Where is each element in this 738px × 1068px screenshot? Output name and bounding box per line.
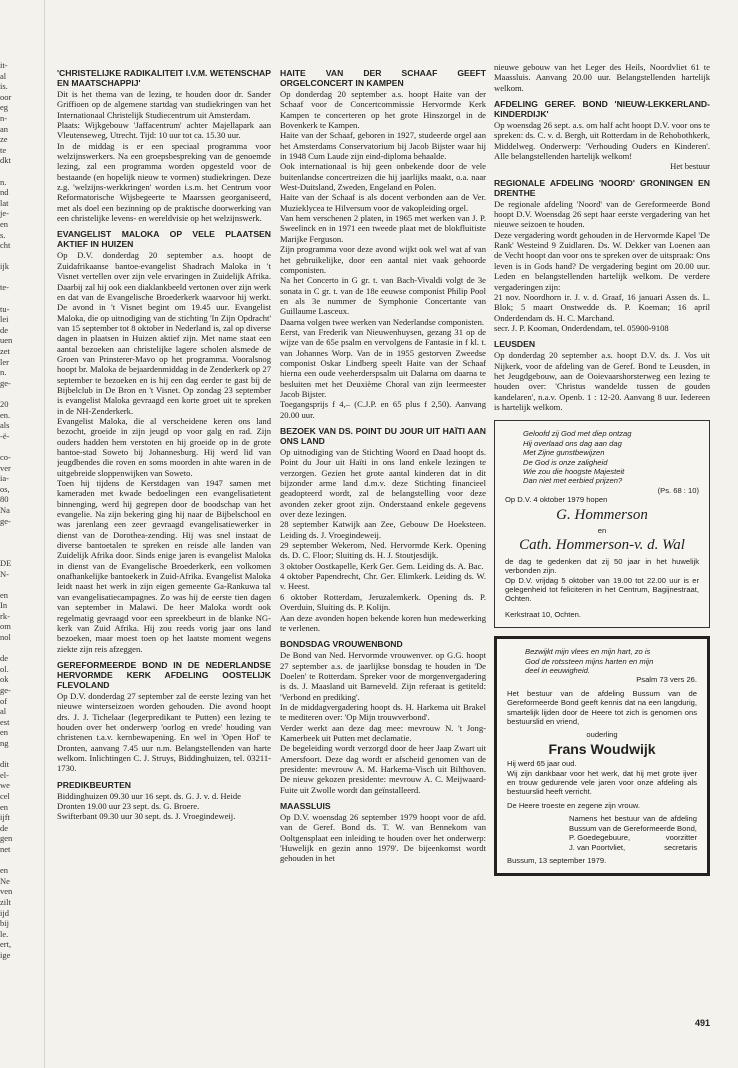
gutter-fragment: en [0, 589, 9, 600]
article-paragraph: 28 september Katwijk aan Zee, Gebouw De Hoeksteen. Leiding ds. J. Vroegindeweij. [280, 519, 486, 540]
obituary-notice [494, 636, 710, 876]
poem-line: deel in eeuwigheid. [525, 666, 591, 675]
article-paragraph: Ook internationaal is hij geen onbekende door de vele buitenlandse concertreizen die hij jaarlijks maakt, o.a. naar West-Duitsland, Zweden, Engeland en Polen. [280, 161, 486, 193]
gutter-fragment: ijft [0, 812, 10, 823]
gutter-fragment: ia- [0, 473, 9, 484]
gutter-fragment: cht [0, 240, 11, 251]
gutter-fragment: os, [0, 483, 10, 494]
gutter-fragment: ver [0, 462, 11, 473]
gutter-fragment: it- [0, 60, 8, 70]
gutter-fragment: rk- [0, 610, 10, 621]
gutter-fragment: Ne [0, 875, 10, 886]
article [494, 339, 710, 412]
article-paragraph: Haite van der Schaaf, geboren in 1927, studeerde orgel aan het Amsterdams Conservatorium bij Jacob Bijster waar hij in 1948 Cum Laude zijn eind-diploma behaalde. [280, 130, 486, 162]
gutter-fragment: lat [0, 197, 9, 208]
gutter-fragment: 80 [0, 494, 9, 505]
article-paragraph: Op woensdag 26 sept. a.s. om half acht hoopt D.V. voor ons te spreken: ds. C. v. d. Bergh, uit Rotterdam in de Rehobothkerk, Middelweg. Onderwerp: 'Verhouding Ouders en Kinderen'. Alle belangstellenden hartelijk welkom! [494, 120, 710, 162]
gutter-fragment [0, 166, 30, 177]
article-paragraph: Daarna volgen twee werken van Nederlandse componisten. [280, 316, 485, 327]
article-heading: 'CHRISTELIJKE RADIKALITEIT I.V.M. WETENSCHAP EN MAATSCHAPPIJ' [57, 68, 271, 88]
gutter-fragment: le. [0, 928, 9, 939]
article-paragraph: Haite van der Schaaf is als docent verbonden aan de Ver. Muzieklycea te Hilversum voor de vakopleiding orgel. [280, 192, 486, 213]
gutter-fragment: Na [0, 504, 10, 515]
column-1 [57, 62, 271, 822]
article-paragraph: Op donderdag 20 september a.s. hoopt Haite van der Schaaf voor de Concertcommissie Hervormde Kerk Kampen te concerteren op het grote Hinszorgel in de Bovenkerk te Kampen. [280, 89, 486, 131]
gutter-fragment: el- [0, 769, 9, 780]
gutter-fragment [0, 441, 30, 452]
gutter-fragment [0, 293, 30, 304]
obituary-poem [507, 647, 697, 675]
article-paragraph: nieuwe gebouw van het Leger des Heils, Noordvliet 61 te Maassluis. Aanvang 20.00 uur. Belangstellenden hartelijk welkom. [494, 62, 710, 93]
anniversary-intro: Op D.V. 4 oktober 1979 hopen [505, 495, 608, 505]
gutter-fragment: al [0, 706, 7, 717]
article-paragraph: Swifterbant 09.30 uur 30 sept. ds. J. Vroegindeweij. [57, 811, 236, 822]
gutter-fragment: an [0, 123, 9, 134]
gutter-fragment: we [0, 780, 10, 791]
obituary-name: Frans Woudwijk [548, 740, 656, 757]
gutter-fragment [0, 272, 30, 283]
gutter-fragment: gen [0, 833, 13, 844]
gutter-fragment: de [0, 822, 9, 833]
article [280, 639, 486, 795]
gutter-fragment: zet [0, 346, 10, 357]
gutter-fragment: te [0, 144, 7, 155]
anniversary-name-2: Cath. Hommerson-v. d. Wal [519, 537, 685, 554]
article-paragraph: Op D.V. woensdag 26 september 1979 hoopt voor de afd. van de Geref. Bond ds. T. W. van Bennekom van Ooltgensplaat een inleiding te houden over het onderwerp: 'Huwelijk en gezin anno 1979'. De bijeenkomst wordt gehouden in het [280, 812, 486, 864]
gutter-fragment: al [0, 70, 7, 81]
gutter-fragment: nol [0, 632, 11, 643]
article-paragraph: Biddinghuizen 09.30 uur 16 sept. ds. G. J. v. d. Heide [57, 790, 241, 801]
article [57, 660, 271, 774]
anniversary-name-1: G. Hommerson [556, 506, 648, 523]
article-paragraph: Op D.V. donderdag 20 september a.s. hoopt de Zuidafrikaanse bantoe-evangelist Shadrach Maloka in 't Visnet vertellen over zijn vele ervaringen in Zuidelijk Afrika. Daarbij zal hij ook een diaklankbeeld vertonen over zijn werk en dat van de Evangelische Broederkerk waarvoor hij werkt. De avond in 't Visnet begint om 19.45 uur. Evangelist Maloka, die op uitnodiging van de stichting 'In Zijn Opdracht' van 15 september tot 8 oktober in Nederland is, zal op diverse dagen in plaatsen in Huizen aktief zijn. Met name staat een aantal bezoeken aan christelijke lagere scholen alsmede de Groen van Prinsterer-Mavo op het programma. Vooralsnog hoopt br. Maloka de bejaardenmiddag in de Zenderkerk op 27 september te bezoeken en is hij een dag eerder te gast bij de Bijbelclub in De Bron en 't Visnet. Op zondag 23 september is evangelist Maloka gevraagd een korte groet uit te spreken in de NH-Zenderkerk. [57, 250, 271, 416]
article-paragraph: De Bond van Ned. Hervormde vrouwenver. op G.G. hoopt 27 september a.s. de jaarlijkse bonsdag te houden in 'De Doelen' te Rotterdam. Spreker voor de morgenvergadering is ds. J. Maasland uit Barneveld. Zijn referaat is getiteld: 'Verbond en prediking'. [280, 650, 486, 702]
page-fold [44, 0, 45, 1068]
gutter-fragment: uen [0, 335, 13, 346]
page-number: 491 [694, 1018, 710, 1028]
poem-line: Dan niet met eerbied prijzen? [523, 476, 623, 486]
article-paragraph: Van hem verschenen 2 platen, in 1965 met werken van J. P. Sweelinck en in 1971 een tweede plaat met de blokfluitiste Marijke Ferguson. [280, 213, 486, 244]
article-paragraph: Verder werkt aan deze dag mee: mevrouw N. 't Jong-Kamerbeek uit Putten met declamatie. [280, 722, 486, 743]
article-paragraph: Deze vergadering wordt gehouden in de Hervormde Kapel 'De Rank' Westeind 9 Zuidlaren. Ds. W. Dekker van Loenen aan de Vecht hoopt dan voor ons te spreken over de uitspraak: Ons leven is in Gods hand? De vergadering begint om 20.00 uur. Leden en belangstellenden hartelijk welkom. De verdere vergaderingen zijn: [494, 229, 710, 292]
gutter-fragment: en [0, 865, 9, 876]
obituary-board: Namens het bestuur van de afdeling Bussum van de Gereformeerde Bond, [569, 814, 697, 833]
article-paragraph: secr. J. P. Kooman, Onderdendam, tel. 05900-9108 [494, 322, 669, 333]
article-heading: AFDELING GEREF. BOND 'NIEUW-LEKKERLAND-KINDERDIJK' [494, 99, 710, 120]
gutter-fragment: ge- [0, 685, 11, 696]
gutter-fragment: ert, [0, 939, 12, 950]
gutter-fragment: lei [0, 314, 9, 325]
article-paragraph: Zijn programma voor deze avond wijkt ook wel wat af van het gebruikelijke, door een aantal niet vaak gehoorde componisten. [280, 244, 486, 275]
article-paragraph: In de middagvergadering hoopt ds. H. Harkema uit Brakel te mediteren over: 'Op Mijn trouwverbond'. [280, 701, 486, 723]
column-2 [280, 62, 486, 864]
anniversary-address: Kerkstraat 10, Ochten. [505, 609, 581, 619]
gutter-fragment: ler [0, 356, 9, 367]
gutter-fragment [0, 855, 30, 866]
article-heading: EVANGELIST MALOKA OP VELE PLAATSEN AKTIEF IN HUIZEN [57, 229, 271, 250]
gutter-fragment: ijk [0, 261, 9, 272]
obituary-thanks: Wij zijn dankbaar voor het werk, dat hij met grote ijver en trouw gedurende vele jaren voor onze afdeling als bestuurslid heeft verricht. [507, 768, 697, 797]
chair-name: P. Goedegebuure, [569, 833, 631, 843]
gutter-fragment: om [0, 621, 11, 632]
article-paragraph: Aan deze avonden hopen bekende koren hun medewerking te verlenen. [280, 612, 486, 633]
poem-line: God de rotssteen mijns harten en mijn [525, 656, 654, 666]
article-paragraph: Evangelist Maloka, die al verscheidene keren ons land bezocht, groeide in zijn jeugd op voor galg en rad. Zijn ouders hadden hem verstoten en hij groeide op in de grote bantoe-stad Soweto bij Johannesburg. Hij werd lid van jeugdbendes die roven en soms moorden in ahte waren in de uitgebreide sloppenwijken van Soweto. [57, 415, 271, 478]
gutter-fragment: ol. [0, 663, 9, 674]
article [280, 68, 486, 420]
article-signature: Het bestuur [670, 161, 710, 172]
gutter-fragment: dit [0, 759, 9, 770]
gutter-fragment: eg [0, 102, 9, 113]
gutter-fragment: ige [0, 949, 11, 960]
gutter-fragment [0, 537, 30, 548]
gutter-fragment: is. [0, 81, 8, 92]
article-heading: PREDIKBEURTEN [57, 779, 132, 790]
article [494, 99, 710, 172]
gutter-fragment [0, 749, 30, 760]
article-paragraph: Dronten 19.00 uur 23 sept. ds. G. Broere. [57, 800, 200, 811]
gutter-fragment: nd [0, 187, 9, 198]
article-heading: GEREFORMEERDE BOND IN DE NEDERLANDSE HERVORMDE KERK AFDELING OOSTELIJK FLEVOLAND [57, 659, 271, 690]
article-heading: BONDSDAG VROUWENBOND [280, 639, 403, 650]
article [494, 62, 710, 93]
gutter-fragment: s. [0, 229, 6, 240]
gutter-fragment: de [0, 324, 9, 335]
article [57, 229, 271, 653]
gutter-fragment: oor [0, 91, 12, 102]
gutter-fragment: ze [0, 134, 8, 145]
article [57, 780, 271, 822]
gutter-fragment: N- [0, 568, 9, 579]
chair-role: voorzitter [665, 833, 697, 843]
article [280, 426, 486, 633]
poem-line: Geloofd zij God met diep ontzag [523, 429, 632, 439]
article-paragraph: 21 nov. Noordhorn ir. J. v. d. Graaf, 16 januari Assen ds. L. Blok; 5 maart Onstwedde ds. P. Koeman; 16 april Onderdendam ds. H. C. Marchand. [494, 291, 710, 323]
gutter-fragment: n. [0, 176, 7, 187]
poem-line: Hij overlaad ons dag aan dag [523, 438, 622, 448]
article-paragraph: De begeleiding wordt verzorgd door de heer Jaap Zwart uit Amersfoort. Deze dag wordt er afscheid genomen van de presidente: mevrouw A. M. Harkema-Visch uit Bilthoven. De nieuw gekozen presidente: mevrouw A. C. Meijwaard-Fuite uit Zwolle wordt dan geïnstalleerd. [280, 743, 486, 795]
article-paragraph: Dit is het thema van de lezing, te houden door dr. Sander Griffioen op de algemene startdag van studiekringen van het Internationaal Christelijk Studiecentrum uit Amsterdam. [57, 89, 271, 120]
gutter-fragment: als [0, 420, 10, 431]
gutter-fragment [0, 251, 30, 262]
gutter-fragment: je- [0, 208, 9, 219]
gutter-fragment: of [0, 695, 8, 706]
article-paragraph: In de middag is er een speciaal programma voor welzijnswerkers. Na een groepsbespreking van de genoemde lezing, zal een programma worden opgesteld voor de bestaande (en hopelijk nieuw te vormen) studiekringen. Deze z.g. 'welzijns-werkkringen' worden i.s.m. het Centrum voor Reformatorische Wijsbegeerte te Maarssen georganiseerd, met als doel een bezinning op de praktische doorwerking van een christelijke levens- en wereldvisie op het welzijnswerk. [57, 140, 271, 224]
article-paragraph: Na het Concerto in G gr. t. van Bach-Vivaldi volgt de 3e sonata in C gr. t. van de 18e eeuwse componist Philip Pool en als 3e nummer de Symphonie Concertante van Guillaume Lasceux. [280, 275, 486, 317]
gutter-fragment: en [0, 218, 9, 229]
anniversary-and: en [597, 525, 607, 535]
gutter-fragment: te- [0, 282, 9, 293]
article-paragraph: Plaats: Wijkgebouw 'Jaffacentrum' achter Majellapark aan Vleutenseweg, Utrecht. Tijd: 10 uur tot ca. 15.30 uur. [57, 120, 271, 141]
article-paragraph: 3 oktober Oostkapelle, Kerk Ger. Gem. Leiding ds. A. Bac. [280, 560, 484, 571]
article-paragraph: Eerst, van Frederik van Nieuwenhuysen, gezang 31 op de wijze van de 65e psalm en vervolgens de Fantasie in f kl. t. van Johannes Worp. Van de in 1955 gestorven Zweedse componist Oskar Lindberg speelt Haite van der Schaaf hierna een oude veeherderspsalm uit Dalarna om daarna te besluiten met het Deuxième Choral van zijn leermeester Jacob Bijster. [280, 326, 486, 399]
article [280, 801, 486, 864]
gutter-fragment [0, 526, 30, 537]
gutter-fragment: de [0, 653, 9, 664]
column-3-articles [494, 62, 710, 412]
gutter-fragment [0, 388, 30, 399]
poem-line: Bezwijkt mijn vlees en mijn hart, zo is [525, 647, 651, 657]
gutter-fragment: en. [0, 409, 11, 420]
gutter-fragment: ok [0, 674, 9, 685]
article-heading: REGIONALE AFDELING 'NOORD' GRONINGEN EN DRENTHE [494, 177, 710, 198]
anniversary-body: de dag te gedenken dat zij 50 jaar in het huwelijk verbonden zijn. [505, 556, 699, 576]
gutter-fragment: ven [0, 886, 13, 897]
gutter-fragment: en [0, 727, 9, 738]
gutter-fragment: bij [0, 918, 9, 929]
article-heading: LEUSDEN [494, 339, 536, 350]
anniversary-reception: Op D.V. vrijdag 5 oktober van 19.00 tot 22.00 uur is er gelegenheid tot feliciteren in het Centrum, Bagijnestraat, Ochten. [505, 575, 699, 604]
secretary-role: secretaris [664, 842, 697, 852]
gutter-fragment: en [0, 801, 9, 812]
obituary-place-date: Bussum, 13 september 1979. [507, 855, 607, 865]
obituary-signatories [507, 814, 697, 852]
article-paragraph: 4 oktober Papendrecht, Chr. Ger. Elimkerk. Leiding ds. W. v. Heest. [280, 571, 486, 592]
column-3 [494, 62, 710, 884]
gutter-fragment [0, 547, 30, 558]
adjacent-page-fragment [0, 60, 30, 960]
obituary-psalm-ref: Psalm 73 vers 26. [636, 675, 697, 685]
poem-line: Met Zijne gunstbewijzen [523, 448, 605, 458]
gutter-fragment: n- [0, 112, 8, 123]
gutter-fragment: -ë- [0, 430, 10, 441]
article-paragraph: Op uitnodiging van de Stichting Woord en Daad hoopt ds. Point du Jour uit Haïti in ons land enkele lezingen te verzorgen. Gezien het grote aantal kinderen dat in dit bijzonder arme land d.m.v. deze Stichting financieel geadopteerd wordt, zal de belangstelling voor deze avonden zeker groot zijn. Onderstaand enkele gegevens over deze lezingen. [280, 447, 486, 520]
article-paragraph: Op D.V. donderdag 27 september zal de eerste lezing van het nieuwe winterseizoen worden gehouden. Die avond hoopt drs. J. J. Tichelaar (legerpredikant te Putten) een lezing te houden over het onderwerp 'oorlog en vrede' houding van christenen t.a.v. kernbewapening. En wel in 'Open Hof' te Dronten, aanvang 7.45 uur n.m. Belangstellenden van harte welkom. Inlichtingen C. J. Struys, Biddinghuizen, tel. 03211-1730. [57, 690, 271, 774]
gutter-fragment: net [0, 843, 11, 854]
gutter-fragment [0, 579, 30, 590]
gutter-fragment: est [0, 716, 10, 727]
article-paragraph: 6 oktober Rotterdam, Jeruzalemkerk. Opening ds. P. Overduin, Sluiting ds. P. Kolijn. [280, 591, 486, 613]
obituary-body: Het bestuur van de afdeling Bussum van de Gereformeerde Bond geeft kennis dat na een langdurig, smartelijk lijden door de Heere tot zich is genomen ons bestuurslid en vriend, [507, 688, 697, 727]
article-heading: HAITE VAN DER SCHAAF GEEFT ORGELCONCERT IN KAMPEN [280, 68, 486, 88]
article-paragraph: 29 september Wekerom, Ned. Hervormde Kerk. Opening ds. D. C. Floor; Sluiting ds. H. J. Stoutjesdijk. [280, 540, 486, 561]
article [494, 178, 710, 333]
anniversary-psalm-ref: (Ps. 68 : 10) [657, 485, 699, 495]
gutter-fragment: co- [0, 451, 11, 462]
gutter-fragment: n. [0, 367, 7, 378]
anniversary-announcement [494, 420, 710, 628]
obituary-role: ouderling [586, 730, 618, 740]
article-heading: MAASSLUIS [280, 801, 331, 811]
gutter-fragment: ge- [0, 515, 11, 526]
gutter-fragment: dkt [0, 155, 11, 166]
article-paragraph: De regionale afdeling 'Noord' van de Gereformeerde Bond hoopt D.V. Woensdag 26 sept haar eerste vergadering van het nieuwe seizoen te houden. [494, 198, 710, 230]
gutter-fragment: ge- [0, 377, 11, 388]
obituary-wish: De Heere troeste en zegene zijn vrouw. [507, 800, 640, 810]
gutter-fragment [0, 643, 30, 654]
gutter-fragment: tu- [0, 303, 10, 314]
article-paragraph: Toen hij tijdens de Kerstdagen van 1947 samen met kameraden met kwade bedoelingen een evangelisatietent binnenging, werd hij gegrepen door de boodschap van het evangelie. Na zijn bekering ging hij naar de Bijbelschool en was jarenlang een zeer gevraagd evangelisatiewerker in dienst van de Dorothea-zending. Hij was snel instaat de diverse bantoetalen te spreken en reisde alle landen van Zuidelijk Afrika door. Sinds enige jaren is evangelist Maloka in dienst van de Evangelische Broederkerk, een volkomen onafhankelijke bantoekerk in Zuid-Afrika. Evangelist Maloka leidt naast het werk in zijn eigen gemeente Ga-Rankuwa tal van evangelisatiecampagnes. Zo was hij de eerste tien dagen van september in Malawi. De heer Maloka wordt ook regelmatig gevraagd voor een spreekbeurt in de blanke NG-kerk van Zuid Afrika. Hij zou reeds vorig jaar ons land bezoeken, maar moest toen op het laatste moment wegens ziekte zijn reis afzeggen. [57, 478, 271, 654]
article-paragraph: Op donderdag 20 september a.s. hoopt D.V. ds. J. Vos uit Nijkerk, voor de afdeling van de Geref. Bond te Leusden, in het Jeugdgebouw, aan de Ooievaarshorsterweg een lezing te houden over: 'Christus wandelde tussen de gouden kandelaren', n.a.v. Openb. 1 : 12-20. Aanvang 8 uur. Iedereen is hartelijk welkom. [494, 350, 710, 412]
obituary-age: Hij werd 65 jaar oud. [507, 759, 577, 769]
secretary-name: J. van Poortvliet, [569, 842, 626, 852]
anniversary-poem [505, 429, 699, 485]
gutter-fragment: zilt [0, 896, 11, 907]
article [57, 68, 271, 223]
poem-line: Wie zou die hoogste Majesteit [523, 466, 625, 476]
gutter-fragment: cel [0, 790, 10, 801]
gutter-fragment: 20 [0, 399, 9, 409]
article-paragraph: Toegangsprijs f 4,– (C.J.P. en 65 plus f 2,50). Aanvang 20.00 uur. [280, 399, 486, 420]
gutter-fragment: DE [0, 557, 12, 568]
gutter-fragment: ng [0, 738, 9, 748]
gutter-fragment: ijd [0, 907, 9, 918]
poem-line: De God is onze zaligheid [523, 457, 608, 467]
article-heading: BEZOEK VAN DS. POINT DU JOUR UIT HAÏTI AAN ONS LAND [280, 426, 486, 446]
gutter-fragment: In [0, 600, 8, 611]
